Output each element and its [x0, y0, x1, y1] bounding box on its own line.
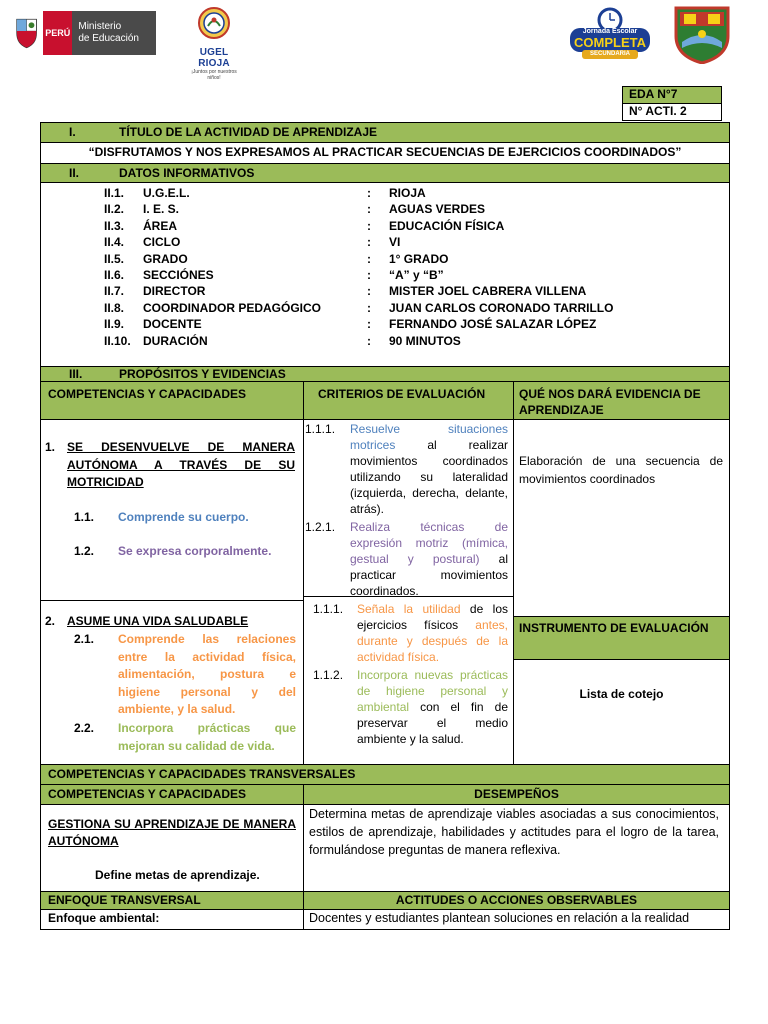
peru-label: PERÚ [43, 11, 72, 55]
transversal-performance: Determina metas de aprendizaje viables asociadas a sus conocimientos, estilos de aprendizaje, habilidades y actitudes para el logro de la tarea, formulándose preguntas de manera reflexiva. [309, 807, 719, 857]
enfoque-body [41, 910, 729, 929]
activity-title: “DISFRUTAMOS Y NOS EXPRESAMOS AL PRACTICAR SECUENCIAS DE EJERCICIOS COORDINADOS” [41, 143, 729, 164]
header-criterios: CRITERIOS DE EVALUACIÓN [318, 387, 486, 401]
competence-1-title: SE DESENVUELVE DE MANERA AUTÓNOMA A TRAVÉS DE SU MOTRICIDAD [67, 440, 295, 489]
datos-item-value: 1° GRADO [389, 251, 449, 266]
school-shield-logo [672, 6, 732, 64]
datos-item-label: U.G.E.L. [143, 186, 190, 200]
datos-item-value: 90 MINUTOS [389, 333, 461, 348]
datos-item-colon: : [367, 317, 371, 332]
datos-item-number: II.2. [104, 202, 125, 217]
transversal-capacity: Define metas de aprendizaje. [95, 868, 260, 882]
datos-item-value: MISTER JOEL CABRERA VILLENA [389, 284, 587, 299]
criterion-1-2-1: Realiza técnicas de expresión motriz (mímica, gestual y postural) al practicar movimientos coordinados. [350, 520, 508, 598]
instrument-header: INSTRUMENTO DE EVALUACIÓN [514, 616, 729, 660]
competence-2-title: ASUME UNA VIDA SALUDABLE [67, 614, 249, 628]
purposes-column-headers [41, 382, 729, 420]
datos-informativos [41, 183, 729, 367]
school-shield-icon [672, 6, 732, 64]
ugel-name: UGEL RIOJA [198, 47, 230, 69]
jec-line1: Jornada Escolar [582, 28, 638, 35]
capacity-1-1: Comprende su cuerpo. [118, 510, 249, 524]
enfoque-name: Enfoque ambiental: [48, 911, 160, 925]
jec-line3: SECUNDARIA [589, 51, 630, 57]
datos-item-value: “A” y “B” [389, 268, 444, 282]
ugel-slogan: ¡Juntos por nuestros niños! [191, 69, 237, 81]
transversal-competence: GESTIONA SU APRENDIZAJE DE MANERA AUTÓNOMA [48, 817, 296, 848]
peru-shield-icon [14, 17, 39, 49]
capacity-1-2: Se expresa corporalmente. [118, 544, 272, 558]
datos-item-number: II.8. [104, 300, 125, 315]
datos-item-label: DURACIÓN [143, 333, 208, 348]
datos-item-label: GRADO [143, 251, 188, 266]
datos-item-label: ÁREA [143, 218, 178, 233]
datos-item-colon: : [367, 202, 371, 217]
datos-item-label: SECCIÓNES [143, 268, 214, 282]
datos-item-label: DOCENTE [143, 317, 202, 332]
datos-item-number: II.4. [104, 235, 125, 250]
instrument-value: Lista de cotejo [579, 687, 664, 701]
criterion-2-1-1: Señala la utilidad de los ejercicios físicos antes, durante y después de la actividad física. [357, 602, 509, 664]
datos-item-colon: : [367, 186, 371, 200]
datos-item-colon: : [367, 333, 371, 348]
datos-item-label: DIRECTOR [143, 284, 206, 299]
datos-item-label: CICLO [143, 235, 181, 250]
transversal-column-headers: COMPETENCIAS Y CAPACIDADES DESEMPEÑOS [41, 785, 729, 805]
activity-number: N° ACTI. 2 [623, 104, 722, 121]
enfoque-action: Docentes y estudiantes plantean soluciones en relación a la realidad [309, 911, 690, 925]
ugel-emblem-icon [197, 6, 231, 42]
header-competencias: COMPETENCIAS Y CAPACIDADES [48, 387, 247, 401]
activity-table [40, 122, 730, 930]
eda-box [622, 86, 722, 121]
section-2-header: II. DATOS INFORMATIVOS [41, 164, 729, 183]
datos-item-number: II.7. [104, 284, 125, 299]
eda-number: EDA N°7 [623, 87, 722, 104]
header-evidencia: QUÉ NOS DARÁ EVIDENCIA DE APRENDIZAJE [519, 387, 701, 417]
transversal-header: COMPETENCIAS Y CAPACIDADES TRANSVERSALES [41, 765, 729, 785]
capacity-2-2: Incorpora prácticas que mejoran su calidad de vida. [118, 721, 296, 753]
datos-item-number: II.3. [104, 218, 125, 233]
datos-item-colon: : [367, 300, 371, 315]
transversal-body [41, 805, 729, 892]
datos-item-label: I. E. S. [143, 202, 180, 217]
evidence-text: Elaboración de una secuencia de movimientos coordinados [519, 454, 723, 486]
capacity-2-1: Comprende las relaciones entre la actividad física, alimentación, postura e higiene personal y del ambiente, y la salud. [118, 632, 296, 717]
datos-item-value: VI [389, 235, 401, 250]
ministry-logo [14, 10, 156, 56]
datos-item-value: AGUAS VERDES [389, 202, 486, 217]
criterion-1-1-1: Resuelve situaciones motrices al realizar movimientos coordinados utilizando su lateralidad (izquierda, derecha, delante, atrás). [350, 422, 508, 516]
datos-item-colon: : [367, 235, 371, 250]
section-3-header: III. PROPÓSITOS Y EVIDENCIAS [41, 367, 729, 382]
ministry-label: Ministerio de Educación [72, 11, 156, 55]
datos-item-colon: : [367, 251, 371, 266]
datos-item-value: JUAN CARLOS CORONADO TARRILLO [389, 300, 614, 315]
datos-item-number: II.6. [104, 268, 125, 282]
ugel-logo [186, 6, 242, 81]
enfoque-column-headers: ENFOQUE TRANSVERSAL ACTITUDES O ACCIONES OBSERVABLES [41, 892, 729, 910]
datos-item-number: II.9. [104, 317, 125, 332]
datos-item-number: II.10. [104, 333, 131, 348]
datos-item-colon: : [367, 284, 371, 299]
datos-item-label: COORDINADOR PEDAGÓGICO [143, 300, 322, 315]
datos-item-number: II.5. [104, 251, 125, 266]
datos-item-colon: : [367, 268, 371, 282]
datos-item-value: RIOJA [389, 186, 426, 200]
purposes-body: INSTRUMENTO DE EVALUACIÓN 1. SE DESENVUELVE DE MANERA AUTÓNOMA A TRAVÉS DE SU MOTRICIDAD 1.1. Comprende su cuerpo. 1.2. Se expresa corporalmente. 1.1.1. Resuelve situaciones motrices al realizar movimientos coordinados utilizando su lateralidad (izquierda, derecha, delante, atrás). 1.2.1. Realiza técnicas de expresión motriz (mímica, gestual y postural) al practicar movimientos coordinados. Elaboración de una secuencia de movimientos coordinados 2. ASUME UNA VIDA SALUDABLE 2.1. Comprende las relaciones entre la actividad física, alimentación, postura e higiene personal y del ambiente, y la salud. 2.2. Incorpora prácticas que mejoran su calidad de vida. 1.1.1. Señala la utilidad de los ejercicios físicos antes, durante y después de la actividad física. 1.1.2. Incorpora nuevas prácticas de higiene personal y ambiental con el fin de preservar el medio ambiente y la salud. Lista de cotejo [41, 420, 729, 765]
jec-line2: COMPLETA [574, 35, 646, 50]
datos-item-colon: : [367, 218, 371, 233]
section-1-header: I. TÍTULO DE LA ACTIVIDAD DE APRENDIZAJE [41, 123, 729, 143]
datos-item-value: EDUCACIÓN FÍSICA [389, 218, 505, 233]
criterion-2-1-2: Incorpora nuevas prácticas de higiene personal y ambiental con el fin de preservar el medio ambiente y la salud. [357, 668, 508, 746]
datos-item-number: II.1. [104, 186, 125, 200]
jec-logo [568, 6, 652, 60]
datos-item-value: FERNANDO JOSÉ SALAZAR LÓPEZ [389, 317, 597, 332]
